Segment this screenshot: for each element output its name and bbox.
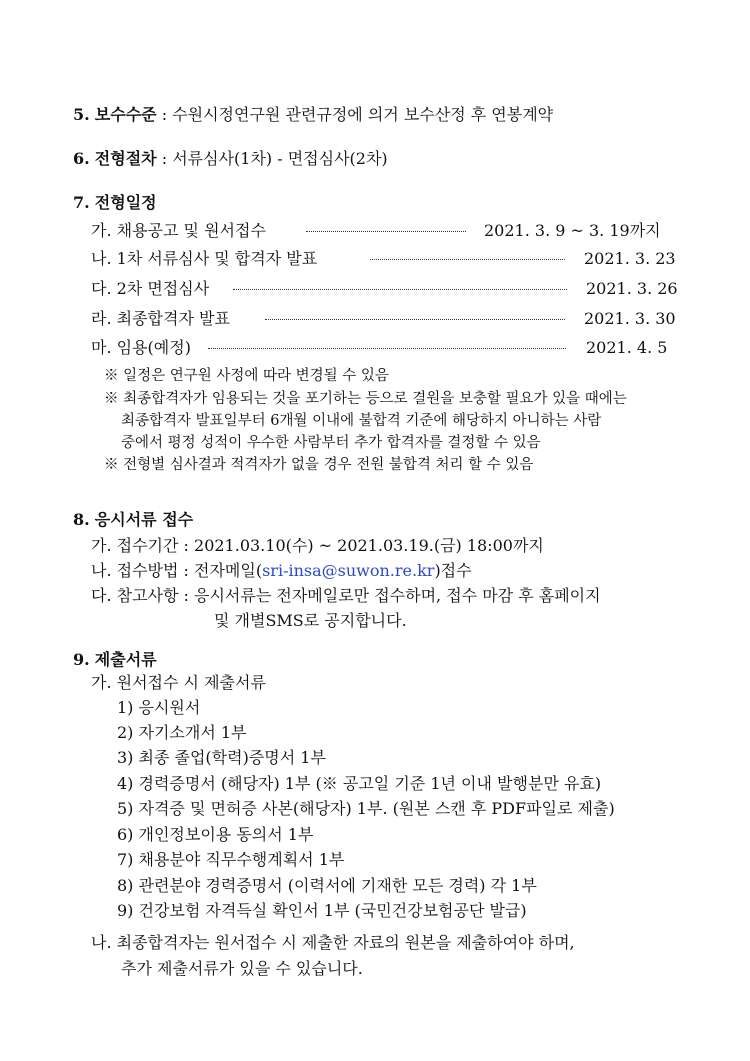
section-5-title: 보수수준 <box>94 105 157 124</box>
section-5-text: 수원시정연구원 관련규정에 의거 보수산정 후 연봉계약 <box>172 105 554 124</box>
application-method-suffix: )접수 <box>434 561 472 580</box>
schedule-leader <box>370 259 565 260</box>
schedule-leader <box>306 231 466 232</box>
schedule-date: 2021. 3. 9 ~ 3. 19까지 <box>484 221 661 240</box>
section-6-number: 6. <box>73 149 90 168</box>
schedule-leader <box>265 319 565 320</box>
application-method-label: 나. 접수방법 : <box>91 561 195 580</box>
schedule-date: 2021. 3. 30 <box>584 309 676 328</box>
schedule-note: ※ 최종합격자가 임용되는 것을 포기하는 등으로 결원을 보충할 필요가 있을 때에는 <box>104 391 627 407</box>
document-item: 2) 자기소개서 1부 <box>117 723 247 742</box>
section-6 <box>73 149 388 169</box>
section-7-heading <box>73 193 157 213</box>
section-8-number: 8. <box>73 510 90 529</box>
schedule-label: 다. 2차 면접심사 <box>91 279 210 298</box>
document-item: 5) 자격증 및 면허증 사본(해당자) 1부. (원본 스캔 후 PDF파일로 제출) <box>117 799 615 818</box>
schedule-date: 2021. 3. 26 <box>586 279 678 298</box>
section-6-separator: : <box>156 149 173 168</box>
section-5-number: 5. <box>73 105 90 124</box>
application-period-label: 가. 접수기간 : <box>91 536 195 555</box>
section-6-title: 전형절차 <box>94 149 157 168</box>
document-item: 6) 개인정보이용 동의서 1부 <box>117 825 314 844</box>
schedule-note: ※ 전형별 심사결과 적격자가 없을 경우 전원 불합격 처리 할 수 있음 <box>104 457 534 473</box>
application-reference-label: 다. 참고사항 : <box>91 586 195 605</box>
section-7-number: 7. <box>73 193 90 212</box>
schedule-note: 중에서 평정 성적이 우수한 사람부터 추가 합격자를 결정할 수 있음 <box>121 435 541 451</box>
schedule-leader <box>208 348 566 349</box>
document-item: 8) 관련분야 경력증명서 (이력서에 기재한 모든 경력) 각 1부 <box>117 876 537 895</box>
document-item: 7) 채용분야 직무수행계획서 1부 <box>117 850 345 869</box>
application-method <box>91 561 472 581</box>
schedule-date: 2021. 4. 5 <box>586 338 668 357</box>
original-documents-note: 나. 최종합격자는 원서접수 시 제출한 자료의 원본을 제출하여야 하며, <box>91 933 575 952</box>
document-item: 9) 건강보험 자격득실 확인서 1부 (국민건강보험공단 발급) <box>117 901 527 920</box>
document-item: 4) 경력증명서 (해당자) 1부 (※ 공고일 기준 1년 이내 발행분만 유효) <box>117 774 602 793</box>
section-9-heading <box>73 650 157 670</box>
application-period-value: 2021.03.10(수) ~ 2021.03.19.(금) 18:00까지 <box>194 536 544 555</box>
documents-subheading: 가. 원서접수 시 제출서류 <box>91 673 266 692</box>
document-item: 3) 최종 졸업(학력)증명서 1부 <box>117 748 326 767</box>
section-7-title: 전형일정 <box>94 193 157 212</box>
schedule-note: 최종합격자 발표일부터 6개월 이내에 불합격 기준에 해당하지 아니하는 사람 <box>121 413 602 429</box>
section-9-title: 제출서류 <box>94 650 157 669</box>
email-link[interactable]: sri-insa@suwon.re.kr <box>262 561 435 580</box>
section-8-heading <box>73 510 193 530</box>
section-6-text: 서류심사(1차) - 면접심사(2차) <box>172 149 388 168</box>
schedule-label: 마. 임용(예정) <box>91 338 191 357</box>
additional-documents-note: 추가 제출서류가 있을 수 있습니다. <box>121 959 363 978</box>
section-5 <box>73 105 553 125</box>
application-period <box>91 536 544 556</box>
schedule-note: ※ 일정은 연구원 사정에 따라 변경될 수 있음 <box>104 368 389 384</box>
schedule-leader <box>233 289 567 290</box>
application-reference-line2: 및 개별SMS로 공지합니다. <box>214 611 407 630</box>
section-9-number: 9. <box>73 650 90 669</box>
schedule-date: 2021. 3. 23 <box>584 249 676 268</box>
document-item: 1) 응시원서 <box>117 698 201 717</box>
schedule-label: 나. 1차 서류심사 및 합격자 발표 <box>91 249 318 268</box>
application-method-prefix: 전자메일( <box>194 561 263 580</box>
section-5-separator: : <box>156 105 173 124</box>
application-reference-line1: 응시서류는 전자메일로만 접수하며, 접수 마감 후 홈페이지 <box>194 586 601 605</box>
application-reference <box>91 586 601 606</box>
schedule-label: 라. 최종합격자 발표 <box>91 309 230 328</box>
schedule-label: 가. 채용공고 및 원서접수 <box>91 221 266 240</box>
section-8-title: 응시서류 접수 <box>94 510 194 529</box>
